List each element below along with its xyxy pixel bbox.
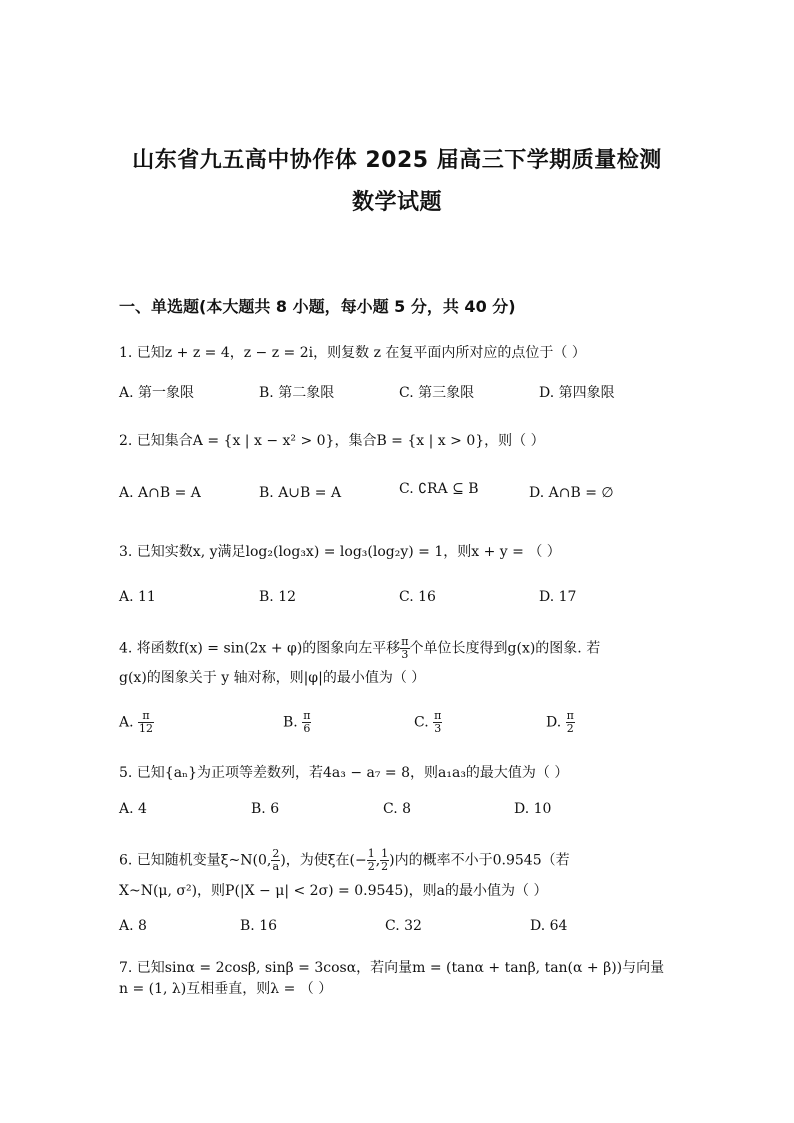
q4-text-b: 个单位长度得到g(x)的图象. 若 <box>409 640 601 657</box>
q2-option-c: C. ∁RA ⊆ B <box>399 481 479 497</box>
q5-option-d: D. 10 <box>514 801 552 817</box>
q6-option-d: D. 64 <box>530 918 568 934</box>
q5-option-c: C. 8 <box>383 801 412 817</box>
q5-option-b: B. 6 <box>251 801 280 817</box>
q2-option-d: D. A∩B = ∅ <box>529 485 614 501</box>
document-title-line2: 数学试题 <box>351 190 442 215</box>
question-3: 3. 已知实数x, y满足log₂(log₃x) = log₃(log₂y) = 1，则x + y = （ ） <box>119 544 561 560</box>
document-title-line1: 山东省九五高中协作体 2025 届高三下学期质量检测 <box>132 148 662 173</box>
question-6-line1: 6. 已知随机变量ξ~N(0, $\frac{2}{a}$ )，为使ξ在(− $\frac{1}{2}$ , $\frac{1}{2}$ )内的概率不小于0.9545（若 <box>119 847 570 873</box>
q3-option-a: A. 11 <box>119 589 156 605</box>
question-4-line2: g(x)的图象关于 y 轴对称，则|φ|的最小值为（ ） <box>119 670 426 686</box>
q4-option-d: D. $\frac{\pi}{2}$ <box>546 709 574 735</box>
q2-option-b: B. A∪B = A <box>259 485 342 501</box>
q4-text-a: 4. 将函数f(x) = sin(2x + φ)的图象向左平移 <box>119 640 401 657</box>
q4-option-b: B. $\frac{\pi}{6}$ <box>283 709 311 735</box>
q6-option-a: A. 8 <box>119 918 147 934</box>
q1-option-c: C. 第三象限 <box>399 385 475 401</box>
q4-fraction-shift: $\frac{\pi}{3}$ <box>401 635 409 661</box>
q1-option-d: D. 第四象限 <box>539 385 615 401</box>
question-1: 1. 已知z + z = 4，z − z = 2i，则复数 z 在复平面内所对应的点位于（ ） <box>119 345 586 361</box>
question-2: 2. 已知集合A = {x | x − x² > 0}，集合B = {x | x > 0}，则（ ） <box>119 433 545 449</box>
q5-option-a: A. 4 <box>119 801 147 817</box>
question-5: 5. 已知{aₙ}为正项等差数列，若4a₃ − a₇ = 8，则a₁a₃的最大值为（ ） <box>119 765 569 781</box>
q4-option-a: A. $\frac{\pi}{12}$ <box>119 709 154 735</box>
q3-option-d: D. 17 <box>539 589 577 605</box>
q1-option-b: B. 第二象限 <box>259 385 335 401</box>
question-7-line2: n = (1, λ)互相垂直，则λ = （ ） <box>119 981 333 997</box>
q4-option-c: C. $\frac{\pi}{3}$ <box>414 709 442 735</box>
section-heading: 一、单选题(本大题共 8 小题，每小题 5 分，共 40 分) <box>119 297 516 316</box>
q6-option-b: B. 16 <box>240 918 278 934</box>
q3-option-c: C. 16 <box>399 589 436 605</box>
q1-option-a: A. 第一象限 <box>119 385 195 401</box>
q6-fraction-variance: $\frac{2}{a}$ <box>272 847 280 873</box>
q2-option-a: A. A∩B = A <box>119 485 201 501</box>
question-4-line1 <box>119 636 600 661</box>
q6-option-c: C. 32 <box>385 918 422 934</box>
q3-option-b: B. 12 <box>259 589 297 605</box>
question-6-line2: X~N(μ, σ²)，则P(|X − μ| < 2σ) = 0.9545)，则a的最小值为（ ） <box>119 883 548 899</box>
question-7-line1: 7. 已知sinα = 2cosβ, sinβ = 3cosα，若向量m = (tanα + tanβ, tan(α + β))与向量 <box>119 960 665 976</box>
